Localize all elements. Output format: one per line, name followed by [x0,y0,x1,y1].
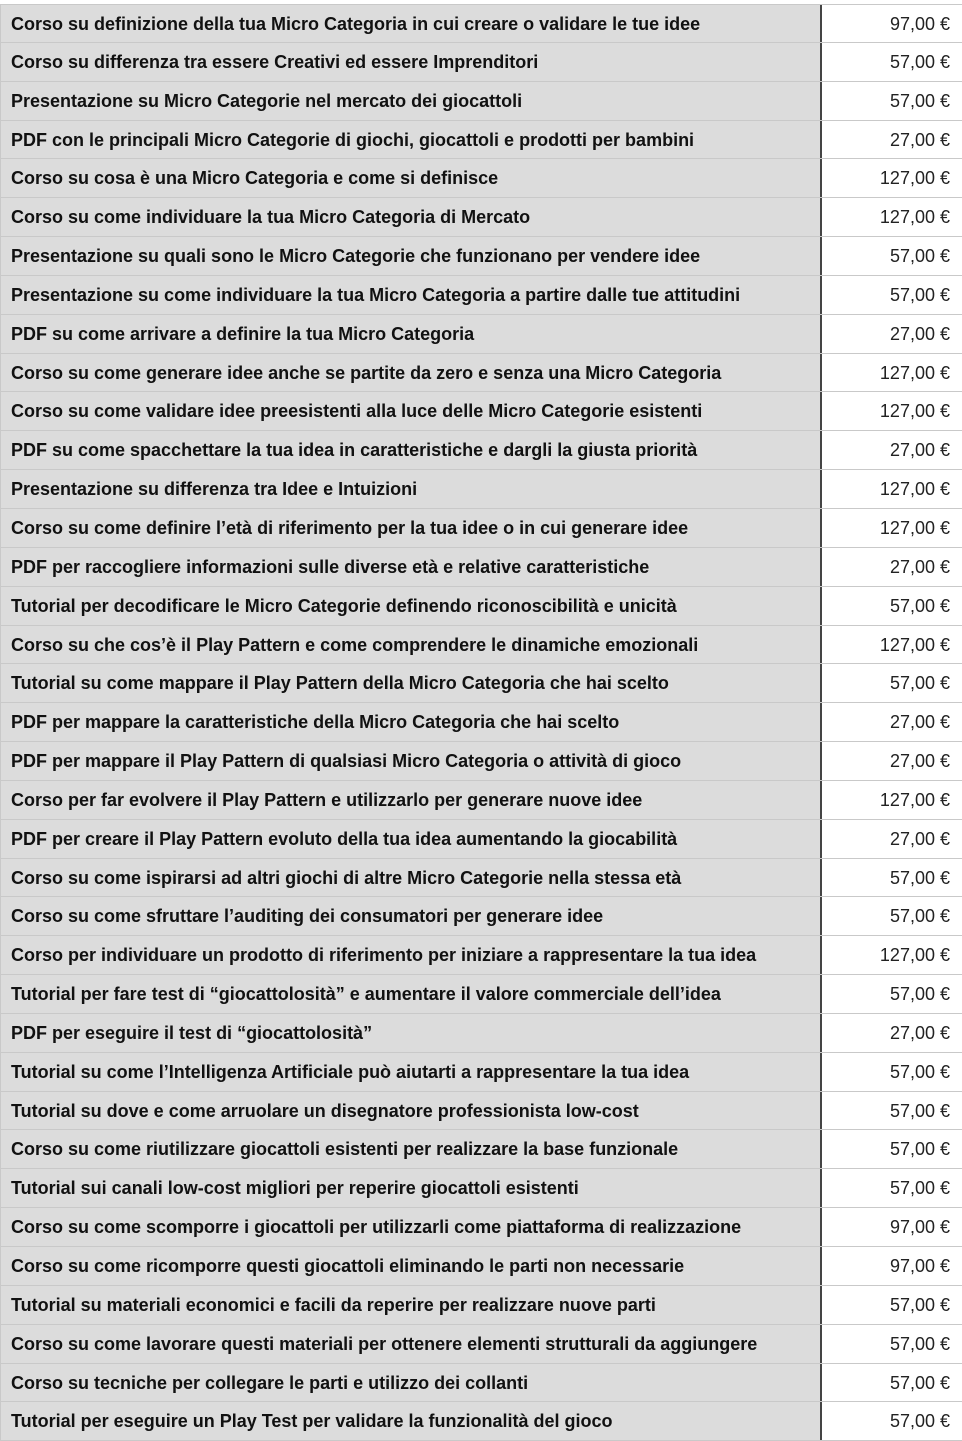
item-price: 57,00 € [820,1325,960,1363]
item-description: Corso per far evolvere il Play Pattern e utilizzarlo per generare nuove idee [0,781,820,819]
item-price: 127,00 € [820,354,960,392]
item-description: Corso su tecniche per collegare le parti e utilizzo dei collanti [0,1364,820,1402]
item-price: 27,00 € [820,431,960,469]
item-price: 57,00 € [820,276,960,314]
table-row[interactable] [0,82,962,121]
item-price: 127,00 € [820,509,960,547]
table-row[interactable] [0,975,962,1014]
table-row[interactable] [0,1364,962,1403]
table-row[interactable] [0,315,962,354]
item-description: PDF per creare il Play Pattern evoluto della tua idea aumentando la giocabilità [0,820,820,858]
item-price: 27,00 € [820,1014,960,1052]
item-price: 57,00 € [820,587,960,625]
item-description: Corso su come lavorare questi materiali per ottenere elementi strutturali da aggiungere [0,1325,820,1363]
item-price: 27,00 € [820,742,960,780]
table-row[interactable] [0,392,962,431]
item-description: Corso su che cos’è il Play Pattern e come comprendere le dinamiche emozionali [0,626,820,664]
item-price: 57,00 € [820,664,960,702]
table-row[interactable] [0,1053,962,1092]
table-row[interactable] [0,43,962,82]
table-row[interactable] [0,354,962,393]
item-description: Tutorial sui canali low-cost migliori per reperire giocattoli esistenti [0,1169,820,1207]
item-description: Corso su come validare idee preesistenti alla luce delle Micro Categorie esistenti [0,392,820,430]
item-price: 57,00 € [820,1286,960,1324]
item-description: Tutorial per fare test di “giocattolosità” e aumentare il valore commerciale dell’idea [0,975,820,1013]
item-price: 127,00 € [820,159,960,197]
item-description: Corso per individuare un prodotto di riferimento per iniziare a rappresentare la tua idea [0,936,820,974]
item-description: Presentazione su quali sono le Micro Categorie che funzionano per vendere idee [0,237,820,275]
item-description: Tutorial su come mappare il Play Pattern della Micro Categoria che hai scelto [0,664,820,702]
item-price: 27,00 € [820,820,960,858]
table-row[interactable] [0,703,962,742]
item-description: PDF su come arrivare a definire la tua Micro Categoria [0,315,820,353]
table-row[interactable] [0,587,962,626]
table-row[interactable] [0,742,962,781]
table-row[interactable] [0,1247,962,1286]
table-row[interactable] [0,198,962,237]
table-row[interactable] [0,1286,962,1325]
item-description: Corso su differenza tra essere Creativi ed essere Imprenditori [0,43,820,81]
item-price: 57,00 € [820,1364,960,1402]
item-price: 127,00 € [820,198,960,236]
item-description: PDF per mappare il Play Pattern di qualsiasi Micro Categoria o attività di gioco [0,742,820,780]
item-price: 57,00 € [820,897,960,935]
item-price: 27,00 € [820,548,960,586]
item-description: Corso su come ispirarsi ad altri giochi di altre Micro Categorie nella stessa età [0,859,820,897]
item-description: Corso su cosa è una Micro Categoria e come si definisce [0,159,820,197]
item-price: 127,00 € [820,626,960,664]
item-description: PDF con le principali Micro Categorie di giochi, giocattoli e prodotti per bambini [0,121,820,159]
item-description: Corso su definizione della tua Micro Categoria in cui creare o validare le tue idee [0,5,820,42]
table-row[interactable] [0,1130,962,1169]
table-row[interactable] [0,1092,962,1131]
item-price: 127,00 € [820,470,960,508]
item-description: Corso su come scomporre i giocattoli per utilizzarli come piattaforma di realizzazione [0,1208,820,1246]
item-description: Corso su come riutilizzare giocattoli esistenti per realizzare la base funzionale [0,1130,820,1168]
item-price: 57,00 € [820,1169,960,1207]
table-row[interactable] [0,1208,962,1247]
item-price: 97,00 € [820,5,960,42]
table-row[interactable] [0,664,962,703]
item-description: Corso su come ricomporre questi giocattoli eliminando le parti non necessarie [0,1247,820,1285]
item-price: 127,00 € [820,392,960,430]
item-price: 97,00 € [820,1247,960,1285]
item-description: PDF su come spacchettare la tua idea in caratteristiche e dargli la giusta priorità [0,431,820,469]
item-price: 127,00 € [820,936,960,974]
item-description: Tutorial per decodificare le Micro Categorie definendo riconoscibilità e unicità [0,587,820,625]
table-row[interactable] [0,237,962,276]
table-row[interactable] [0,121,962,160]
table-row[interactable] [0,781,962,820]
table-row[interactable] [0,1325,962,1364]
table-row[interactable] [0,1402,962,1441]
item-price: 27,00 € [820,121,960,159]
price-table [0,4,962,1441]
table-row[interactable] [0,470,962,509]
item-description: PDF per mappare la caratteristiche della Micro Categoria che hai scelto [0,703,820,741]
item-description: Corso su come sfruttare l’auditing dei consumatori per generare idee [0,897,820,935]
item-description: PDF per raccogliere informazioni sulle diverse età e relative caratteristiche [0,548,820,586]
item-price: 57,00 € [820,1130,960,1168]
item-description: Corso su come generare idee anche se partite da zero e senza una Micro Categoria [0,354,820,392]
item-price: 57,00 € [820,859,960,897]
table-row[interactable] [0,897,962,936]
item-price: 27,00 € [820,315,960,353]
item-price: 57,00 € [820,237,960,275]
item-description: Corso su come individuare la tua Micro Categoria di Mercato [0,198,820,236]
item-price: 57,00 € [820,43,960,81]
item-description: Tutorial su dove e come arruolare un disegnatore professionista low-cost [0,1092,820,1130]
item-price: 127,00 € [820,781,960,819]
item-price: 57,00 € [820,975,960,1013]
table-row[interactable] [0,1169,962,1208]
table-row[interactable] [0,276,962,315]
table-row[interactable] [0,1014,962,1053]
item-price: 57,00 € [820,82,960,120]
item-price: 27,00 € [820,703,960,741]
item-description: Tutorial per eseguire un Play Test per validare la funzionalità del gioco [0,1402,820,1440]
item-description: Presentazione su Micro Categorie nel mercato dei giocattoli [0,82,820,120]
item-description: Tutorial su materiali economici e facili da reperire per realizzare nuove parti [0,1286,820,1324]
item-price: 57,00 € [820,1092,960,1130]
item-price: 97,00 € [820,1208,960,1246]
table-row[interactable] [0,509,962,548]
item-description: Tutorial su come l’Intelligenza Artificiale può aiutarti a rappresentare la tua idea [0,1053,820,1091]
table-row[interactable] [0,159,962,198]
table-row[interactable] [0,626,962,665]
table-row[interactable] [0,431,962,470]
item-price: 57,00 € [820,1053,960,1091]
item-description: PDF per eseguire il test di “giocattolosità” [0,1014,820,1052]
table-row[interactable] [0,820,962,859]
table-row[interactable] [0,936,962,975]
item-description: Presentazione su come individuare la tua Micro Categoria a partire dalle tue attitudini [0,276,820,314]
table-row[interactable] [0,859,962,898]
table-row[interactable] [0,4,962,43]
item-description: Presentazione su differenza tra Idee e Intuizioni [0,470,820,508]
item-description: Corso su come definire l’età di riferimento per la tua idee o in cui generare idee [0,509,820,547]
item-price: 57,00 € [820,1402,960,1440]
table-row[interactable] [0,548,962,587]
